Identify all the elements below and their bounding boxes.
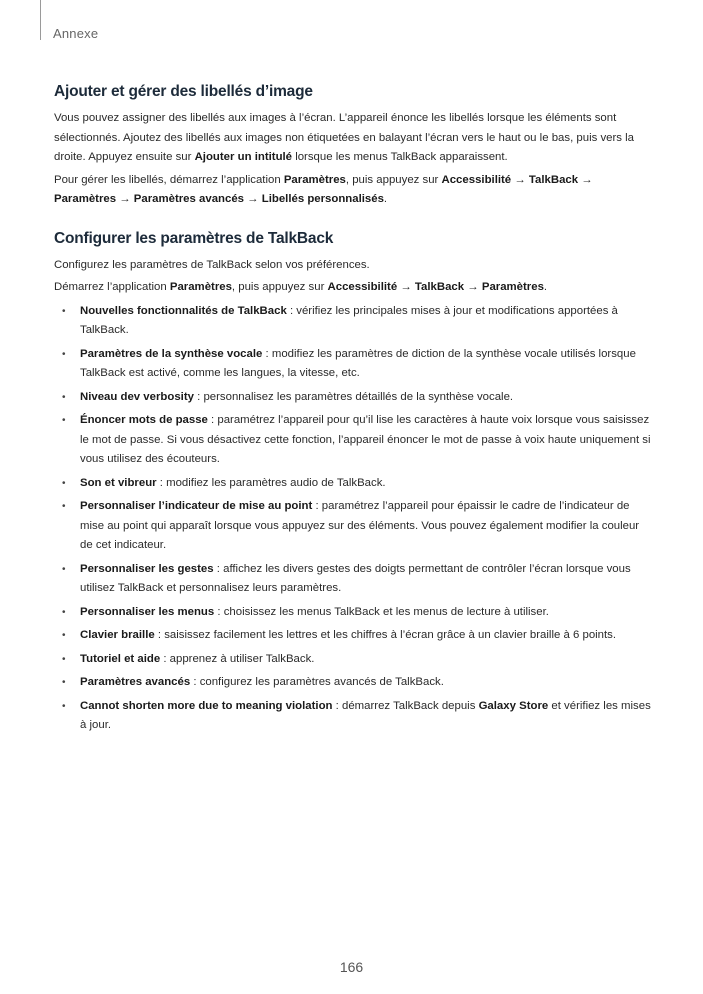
list-item: • Personnaliser les menus : choisissez les menus TalkBack et les menus de lecture à utiliser. bbox=[54, 603, 654, 623]
page-content bbox=[54, 83, 654, 740]
bullet-icon: • bbox=[62, 501, 66, 512]
paragraph-image-labels-intro: Vous pouvez assigner des libellés aux images à l’écran. L’appareil énonce les libellés lorsque les éléments sont sélectionnés. Ajoutez des libellés aux images non étiquetées en balayant l’écran vers le haut ou le bas, puis vers la droite. Appuyez ensuite sur Ajouter un intitulé lorsque les menus TalkBack apparaissent. bbox=[54, 112, 635, 163]
bullet-icon: • bbox=[62, 305, 66, 317]
bullet-icon: • bbox=[62, 477, 66, 489]
bullet-icon: • bbox=[62, 563, 66, 575]
list-item: • Nouvelles fonctionnalités de TalkBack : vérifiez les principales mises à jour et modifications apportées à TalkBack. bbox=[54, 302, 654, 341]
paragraph-talkback-path: Démarrez l’application Paramètres, puis appuyez sur Accessibilité → TalkBack → Paramètres. bbox=[54, 281, 548, 293]
section-title-talkback-settings: Configurer les paramètres de TalkBack bbox=[54, 229, 334, 247]
list-item: • Tutoriel et aide : apprenez à utiliser TalkBack. bbox=[54, 650, 654, 670]
bullet-icon: • bbox=[62, 415, 66, 426]
bullet-icon: • bbox=[62, 391, 66, 403]
list-item: • Clavier braille : saisissez facilement les lettres et les chiffres à l’écran grâce à un clavier braille à 6 points. bbox=[54, 626, 654, 646]
list-item: • Paramètres avancés : configurez les paramètres avancés de TalkBack. bbox=[54, 673, 654, 693]
list-item: • Personnaliser les gestes : affichez les divers gestes des doigts permettant de contrôler l’écran lorsque vous utilisez TalkBack et personnalisez leurs paramètres. bbox=[54, 560, 654, 599]
list-item: • Niveau dev verbosity : personnalisez les paramètres détaillés de la synthèse vocale. bbox=[54, 388, 654, 408]
paragraph-talkback-intro: Configurez les paramètres de TalkBack selon vos préférences. bbox=[54, 258, 370, 271]
bullet-icon: • bbox=[62, 700, 66, 712]
section-title-image-labels: Ajouter et gérer des libellés d’image bbox=[54, 83, 313, 100]
bullet-icon: • bbox=[62, 348, 66, 360]
talkback-settings-list bbox=[54, 302, 654, 736]
running-header: Annexe bbox=[53, 26, 99, 41]
paragraph-manage-labels: Pour gérer les libellés, démarrez l’application Paramètres, puis appuyez sur Accessibilité → TalkBack → Paramètres → Paramètres avancés → Libellés personnalisés. bbox=[54, 173, 593, 205]
bullet-icon: • bbox=[62, 630, 66, 641]
list-item: • Son et vibreur : modifiez les paramètres audio de TalkBack. bbox=[54, 474, 654, 494]
list-item: • Personnaliser l’indicateur de mise au point : paramétrez l’appareil pour épaissir le cadre de l’indicateur de mise au point qui apparaît lorsque vous appuyez sur des éléments. Vous pouvez également modifier la couleur de cet indicateur. bbox=[54, 497, 654, 556]
margin-rule bbox=[40, 0, 41, 40]
bullet-icon: • bbox=[62, 606, 66, 618]
page-number: 166 bbox=[339, 959, 364, 975]
bullet-icon: • bbox=[62, 677, 66, 688]
list-item: • Paramètres de la synthèse vocale : modifiez les paramètres de diction de la synthèse vocale utilisés lorsque TalkBack est activé, comme les langues, la vitesse, etc. bbox=[54, 345, 654, 384]
list-item: • Énoncer mots de passe : paramétrez l’appareil pour qu’il lise les caractères à haute voix lorsque vous saisissez le mot de passe. Si vous désactivez cette fonction, l’appareil énoncer le mot de passe à voix haute uniquement si vous utilisez des écouteurs. bbox=[54, 411, 654, 470]
list-item: • Cannot shorten more due to meaning violation : démarrez TalkBack depuis Galaxy Store et vérifiez les mises à jour. bbox=[54, 697, 654, 736]
bullet-icon: • bbox=[62, 653, 66, 665]
